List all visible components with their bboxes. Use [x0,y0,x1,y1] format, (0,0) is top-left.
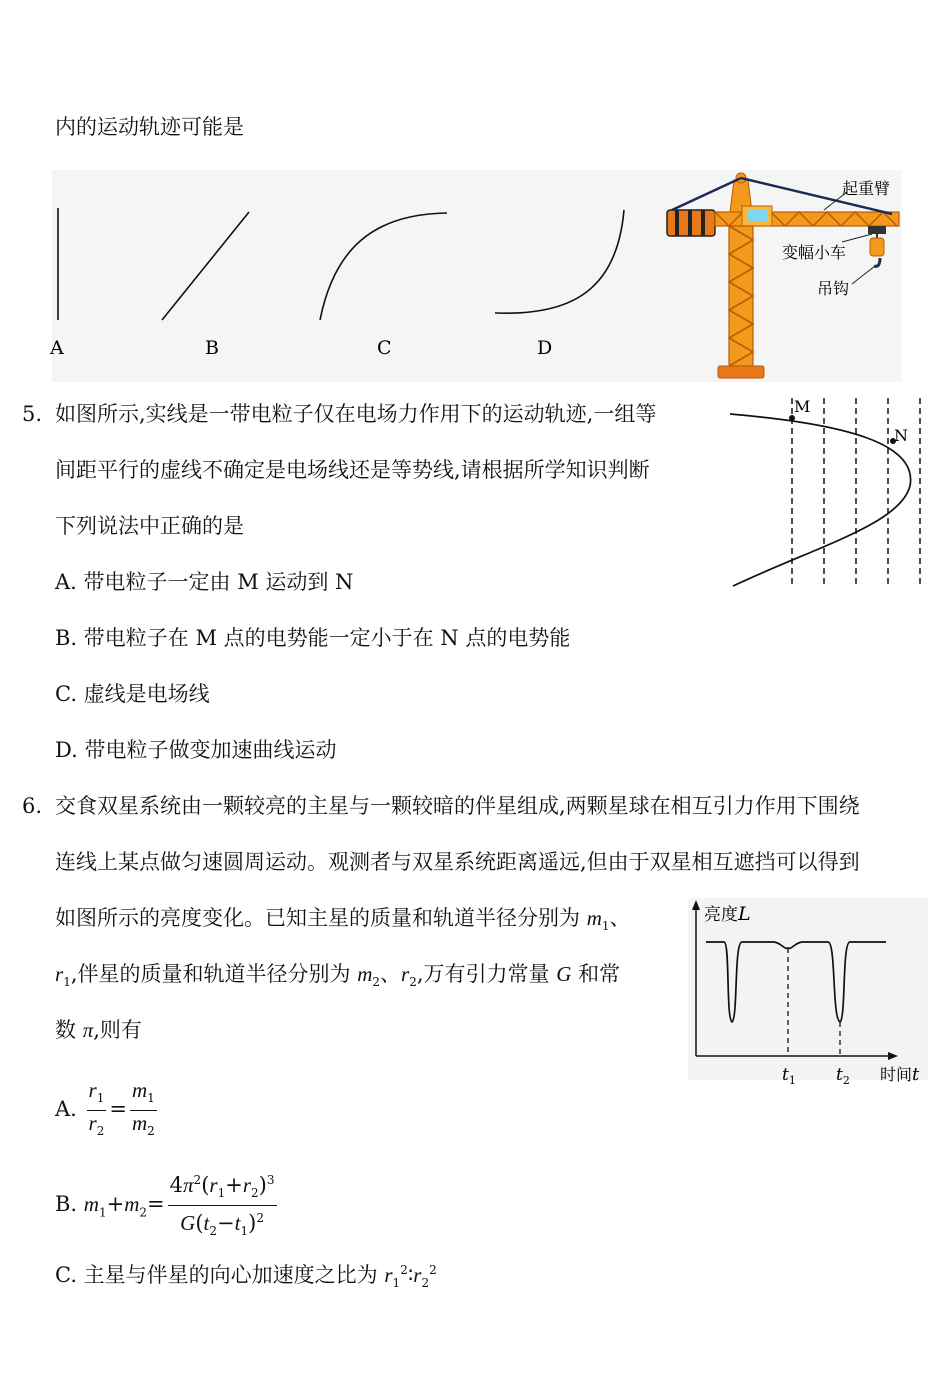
t2-label: t [836,1065,843,1085]
option-a-label: A [50,337,64,359]
option-d-label: D [537,337,553,359]
q6-number: 6. [22,794,43,818]
y-axis-symbol: L [738,903,751,925]
option-b-label: B [205,337,219,359]
q5-number: 5. [22,402,43,426]
q6-line-3: 如图所示的亮度变化。已知主星的质量和轨道半径分别为 $m_1$、 [55,906,631,934]
q5-stem-line-1: 如图所示,实线是一带电粒子仅在电场力作用下的运动轨迹,一组等 [55,402,657,426]
q6-option-b: B. $m_1+m_2=$ $\frac{4\pi^2(r_1+r_2)^3}{G(t_2-t_1)^2}$ [55,1168,280,1243]
q5-stem-line-2: 间距平行的虚线不确定是电场线还是等势线,请根据所学知识判断 [55,458,650,482]
option-c-label: C [377,337,392,359]
svg-text:亮度L [704,903,751,925]
crane-label-arm: 起重臂 [842,179,891,198]
label-m: M [794,397,811,416]
fraction-kepler: $\frac{4\pi^2(r_1+r_2)^3}{G(t_2-t_1)^2}$ [168,1168,277,1243]
particle-trajectory [730,414,911,586]
q5-option-c: C. 虚线是电场线 [55,682,210,706]
q5-option-b: B. 带电粒子在 M 点的电势能一定小于在 N 点的电势能 [55,626,571,650]
q6-line-1: 交食双星系统由一颗较亮的主星与一颗较暗的伴星组成,两颗星球在相互引力作用下围绕 [55,794,860,818]
t1-label: t [782,1065,789,1085]
q6-line-5: 数 π,则有 [55,1018,142,1042]
fraction-r1-r2: $\frac{r_1}{r_2}$ [88,1078,105,1139]
svg-text:t2: $t_2$ [836,1065,850,1087]
crane-label-hook: 吊钩 [817,279,850,298]
x-axis-symbol: t [912,1064,920,1085]
svg-text:t1: $t_1$ [782,1065,796,1087]
svg-text:时间t [880,1064,920,1085]
q4-stem-end: 内的运动轨迹可能是 [55,115,244,139]
q5-option-a: A. 带电粒子一定由 M 运动到 N [55,570,354,594]
q4-figure [52,170,902,382]
q6-line-4: $r_1$,伴星的质量和轨道半径分别为 $m_2$、$r_2$,万有引力常量 G 和常 [55,962,621,990]
x-axis-label: 时间 [880,1065,913,1084]
label-n: N [894,426,908,445]
y-axis-label: 亮度 [704,905,738,925]
q5-figure [728,396,928,592]
q5-option-d: D. 带电粒子做变加速曲线运动 [55,738,337,762]
q5-stem-line-3: 下列说法中正确的是 [55,514,244,538]
q6-line-2: 连线上某点做匀速圆周运动。观测者与双星系统距离遥远,但由于双星相互遮挡可以得到 [55,850,860,874]
crane-label-trolley: 变幅小车 [782,243,847,262]
fraction-m1-m2: $\frac{m_1}{m_2}$ [131,1078,155,1139]
q6-brightness-figure [688,898,928,1088]
q6-option-c: C. 主星与伴星的向心加速度之比为 $r_1^2∶r_2^2$ [55,1263,437,1291]
q6-option-a: A. $\frac{r_1}{r_2}$ = $\frac{m_1}{m_2}$ [55,1078,160,1143]
